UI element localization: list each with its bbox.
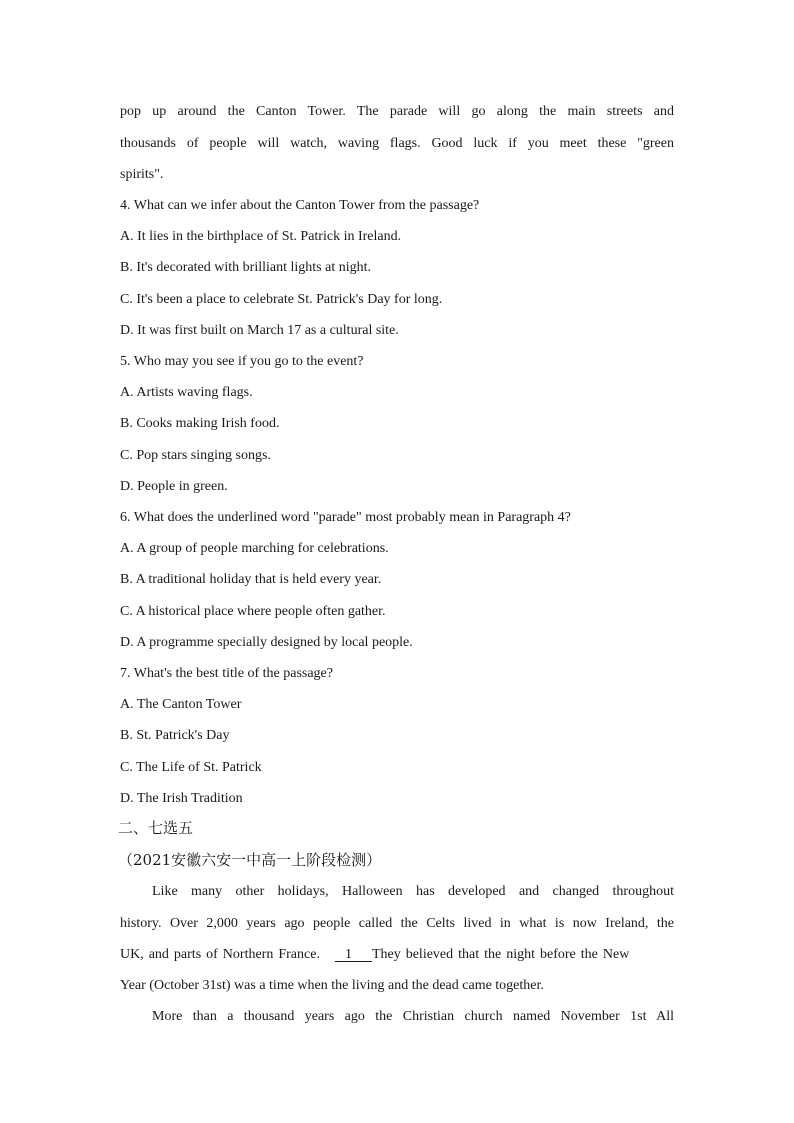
passage-line: history. Over 2,000 years ago people called the Celts lived in what is now Ireland, the (120, 916, 674, 931)
passage-line: Year (October 31st) was a time when the living and the dead came together. (120, 978, 544, 993)
section-source: （2021安徽六安一中高一上阶段检测） (118, 851, 382, 869)
blank-1 (335, 945, 372, 965)
answer-option: C. Pop stars singing songs. (120, 448, 271, 463)
answer-option: D. The Irish Tradition (120, 791, 243, 806)
passage-line: spirits". (120, 167, 164, 182)
answer-option: B. St. Patrick's Day (120, 728, 230, 743)
section-heading: 二、七选五 (118, 819, 194, 837)
answer-option: A. A group of people marching for celebrations. (120, 541, 389, 556)
passage-text: They believed that the night before the New (371, 947, 630, 962)
passage-line: More than a thousand years ago the Christian church named November 1st All (152, 1009, 674, 1024)
answer-option: B. Cooks making Irish food. (120, 416, 280, 431)
passage-line: pop up around the Canton Tower. The parade will go along the main streets and (120, 104, 674, 119)
passage-line (120, 945, 674, 965)
passage-line: Like many other holidays, Halloween has developed and changed throughout (152, 884, 674, 899)
answer-option: C. The Life of St. Patrick (120, 760, 262, 775)
answer-option: B. A traditional holiday that is held every year. (120, 572, 382, 587)
answer-option: C. It's been a place to celebrate St. Patrick's Day for long. (120, 292, 443, 307)
passage-text: UK, and parts of Northern France. (120, 947, 320, 962)
question-stem: 6. What does the underlined word "parade" most probably mean in Paragraph 4? (120, 510, 571, 525)
answer-option: B. It's decorated with brilliant lights at night. (120, 260, 371, 275)
answer-option: D. It was first built on March 17 as a cultural site. (120, 323, 399, 338)
answer-option: C. A historical place where people often gather. (120, 604, 386, 619)
answer-option: D. People in green. (120, 479, 228, 494)
answer-option: A. It lies in the birthplace of St. Patrick in Ireland. (120, 229, 402, 244)
answer-option: A. The Canton Tower (120, 697, 242, 712)
question-stem: 7. What's the best title of the passage? (120, 666, 333, 681)
answer-option: D. A programme specially designed by local people. (120, 635, 413, 650)
blank-number: 1 (344, 947, 352, 962)
answer-option: A. Artists waving flags. (120, 385, 253, 400)
passage-line: thousands of people will watch, waving flags. Good luck if you meet these "green (120, 136, 674, 151)
question-stem: 4. What can we infer about the Canton Tower from the passage? (120, 198, 480, 213)
question-stem: 5. Who may you see if you go to the event? (120, 354, 364, 369)
